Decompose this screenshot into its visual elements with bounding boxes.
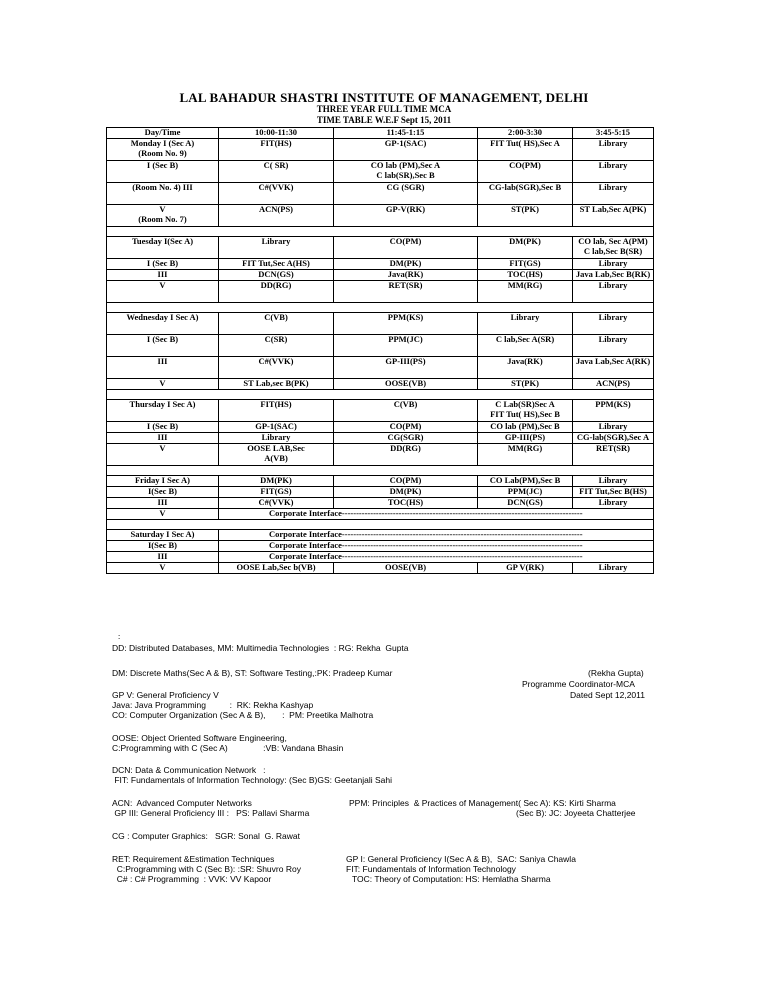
note-line: Programme Coordinator-MCA [522,679,635,689]
note-line: CG : Computer Graphics: SGR: Sonal G. Rawat [112,831,301,841]
day-cell: V [107,444,219,466]
note-line: GP V: General Proficiency V [112,690,219,700]
institute-title: LAL BAHADUR SHASTRI INSTITUTE OF MANAGEMENT, DELHI [179,90,589,105]
slot-cell: Library [573,563,654,574]
spacer-row [107,520,654,530]
slot-cell: ACN(PS) [219,205,334,227]
note-line: Dated Sept 12,2011 [570,690,645,700]
slot-cell: Library [573,422,654,433]
slot-cell: ST(PK) [478,379,573,390]
column-header: Day/Time [107,128,219,139]
spacer-row [107,303,654,313]
table-row [107,379,654,390]
slot-cell: C#(VVK) [219,183,334,205]
day-cell: Saturday I Sec A) [107,530,219,541]
note-line: ACN: Advanced Computer Networks [112,798,252,808]
slot-cell: Library [219,237,334,259]
day-cell: I (Sec B) [107,161,219,183]
slot-cell: FIT(GS) [478,259,573,270]
day-cell: III [107,433,219,444]
table-row [107,444,654,466]
table-row [107,530,654,541]
slot-cell: OOSE(VB) [334,563,478,574]
slot-cell: Library [573,183,654,205]
slot-cell: GP-V(RK) [334,205,478,227]
slot-cell: CG (SGR) [334,183,478,205]
spacer-cell [107,303,654,313]
note-line: GP III: General Proficiency III : PS: Pallavi Sharma [112,808,310,818]
day-cell: V [107,281,219,303]
header-row [107,128,654,139]
note-line: FIT: Fundamentals of Information Technology [346,864,516,874]
slot-cell: GP-III(PS) [334,357,478,379]
spacer-row [107,227,654,237]
slot-cell: FIT Tut,Sec A(HS) [219,259,334,270]
slot-cell: Java Lab,Sec B(RK) [573,270,654,281]
slot-cell: Library [573,335,654,357]
table-row [107,487,654,498]
slot-cell: CG-lab(SGR),Sec A [573,433,654,444]
slot-cell: Library [573,161,654,183]
slot-cell: DCN(GS) [219,270,334,281]
slot-cell: ST(PK) [478,205,573,227]
slot-cell: FIT Tut( HS),Sec A [478,139,573,161]
slot-cell: C#(VVK) [219,498,334,509]
stray-colon: : [118,632,121,641]
day-cell: Tuesday I(Sec A) [107,237,219,259]
table-row [107,422,654,433]
day-cell: I(Sec B) [107,541,219,552]
slot-cell: FIT(HS) [219,400,334,422]
table-row [107,139,654,161]
table-row [107,313,654,335]
timetable [106,127,654,574]
note-line: CO: Computer Organization (Sec A & B), : PM: Preetika Malhotra [112,710,374,720]
note-line: FIT: Fundamentals of Information Technology: (Sec B)GS: Geetanjali Sahi [112,775,393,785]
note-line: (Rekha Gupta) [588,668,644,678]
table-row [107,270,654,281]
day-cell: III [107,552,219,563]
slot-cell: CG(SGR) [334,433,478,444]
slot-cell: Library [573,139,654,161]
table-row [107,161,654,183]
day-cell: Friday I Sec A) [107,476,219,487]
slot-cell: PPM(KS) [334,313,478,335]
column-header: 10:00-11:30 [219,128,334,139]
day-cell: III [107,357,219,379]
slot-cell: OOSE LAB,Sec A(VB) [219,444,334,466]
table-row [107,400,654,422]
program-title: THREE YEAR FULL TIME MCA [316,104,452,114]
day-cell: V [107,379,219,390]
table-row [107,205,654,227]
table-row [107,259,654,270]
spacer-row [107,390,654,400]
table-row [107,183,654,205]
spacer-cell [107,520,654,530]
slot-cell: DM(PK) [478,237,573,259]
day-cell: III [107,270,219,281]
table-row [107,281,654,303]
slot-cell: RET(SR) [334,281,478,303]
table-row [107,552,654,563]
slot-cell: Library [219,433,334,444]
table-row [107,357,654,379]
slot-cell: C( SR) [219,161,334,183]
slot-cell: ACN(PS) [573,379,654,390]
slot-cell: Library [573,281,654,303]
note-line: Java: Java Programming : RK: Rekha Kashyap [112,700,314,710]
slot-cell: TOC(HS) [478,270,573,281]
table-row [107,433,654,444]
slot-cell: Java(RK) [334,270,478,281]
slot-cell: Library [573,476,654,487]
table-row [107,563,654,574]
slot-cell: C(SR) [219,335,334,357]
slot-cell: CO(PM) [334,476,478,487]
timetable-title: TIME TABLE W.E.F Sept 15, 2011 [316,115,452,125]
table-row [107,541,654,552]
day-cell: III [107,498,219,509]
day-cell: I (Sec B) [107,259,219,270]
slot-cell: CO(PM) [478,161,573,183]
slot-cell: GP V(RK) [478,563,573,574]
slot-cell: C(VB) [219,313,334,335]
day-cell: Thursday I Sec A) [107,400,219,422]
slot-cell: GP-1(SAC) [219,422,334,433]
day-cell: I(Sec B) [107,487,219,498]
slot-cell: FIT Tut,Sec B(HS) [573,487,654,498]
day-cell: V (Room No. 7) [107,205,219,227]
slot-cell: OOSE(VB) [334,379,478,390]
slot-cell: PPM(JC) [334,335,478,357]
slot-cell: DD(RG) [219,281,334,303]
timetable-body [107,128,654,574]
note-line: RET: Requirement &Estimation Techniques [112,854,275,864]
note-line: C:Programming with C (Sec A) :VB: Vandana Bhasin [112,743,344,753]
slot-cell: Corporate Interface------------------------------------------------------------------------------------- [219,552,654,563]
table-row [107,509,654,520]
slot-cell: CO(PM) [334,237,478,259]
note-line: PPM: Principles & Practices of Management( Sec A): KS: Kirti Sharma [349,798,616,808]
slot-cell: GP-III(PS) [478,433,573,444]
slot-cell: DCN(GS) [478,498,573,509]
slot-cell: CO lab (PM),Sec A C lab(SR),Sec B [334,161,478,183]
slot-cell: C Lab(SR)Sec A FIT Tut( HS),Sec B [478,400,573,422]
slot-cell: TOC(HS) [334,498,478,509]
slot-cell: Java Lab,Sec A(RK) [573,357,654,379]
slot-cell: DD(RG) [334,444,478,466]
note-line: OOSE: Object Oriented Software Engineering, [112,733,287,743]
slot-cell: Library [573,259,654,270]
day-cell: V [107,509,219,520]
column-header: 11:45-1:15 [334,128,478,139]
slot-cell: DM(PK) [334,259,478,270]
slot-cell: OOSE Lab,Sec b(VB) [219,563,334,574]
note-line: TOC: Theory of Computation: HS: Hemlatha Sharma [352,874,551,884]
slot-cell: PPM(KS) [573,400,654,422]
table-row [107,237,654,259]
spacer-cell [107,466,654,476]
spacer-row [107,466,654,476]
slot-cell: PPM(JC) [478,487,573,498]
slot-cell: Library [478,313,573,335]
spacer-cell [107,390,654,400]
note-line: DM: Discrete Maths(Sec A & B), ST: Software Testing,:PK: Pradeep Kumar [112,668,393,678]
slot-cell: CO Lab(PM),Sec B [478,476,573,487]
slot-cell: GP-1(SAC) [334,139,478,161]
note-line: (Sec B): JC: Joyeeta Chatterjee [516,808,636,818]
table-row [107,498,654,509]
table-row [107,335,654,357]
slot-cell: MM(RG) [478,444,573,466]
table-row [107,476,654,487]
slot-cell: DM(PK) [334,487,478,498]
slot-cell: C#(VVK) [219,357,334,379]
slot-cell: FIT(HS) [219,139,334,161]
note-line: DD: Distributed Databases, MM: Multimedia Technologies : RG: Rekha Gupta [112,643,409,653]
spacer-cell [107,227,654,237]
slot-cell: Library [573,313,654,335]
column-header: 2:00-3:30 [478,128,573,139]
column-header: 3:45-5:15 [573,128,654,139]
note-line: GP I: General Proficiency I(Sec A & B), SAC: Saniya Chawla [346,854,576,864]
slot-cell: Corporate Interface------------------------------------------------------------------------------------- [219,509,654,520]
slot-cell: RET(SR) [573,444,654,466]
slot-cell: CO lab (PM),Sec B [478,422,573,433]
slot-cell: Corporate Interface------------------------------------------------------------------------------------- [219,530,654,541]
slot-cell: Library [573,498,654,509]
slot-cell: MM(RG) [478,281,573,303]
slot-cell: DM(PK) [219,476,334,487]
slot-cell: C(VB) [334,400,478,422]
day-cell: I (Sec B) [107,422,219,433]
slot-cell: Corporate Interface------------------------------------------------------------------------------------- [219,541,654,552]
slot-cell: FIT(GS) [219,487,334,498]
slot-cell: C lab,Sec A(SR) [478,335,573,357]
day-cell: Wednesday I Sec A) [107,313,219,335]
day-cell: (Room No. 4) III [107,183,219,205]
slot-cell: ST Lab,sec B(PK) [219,379,334,390]
note-line: C:Programming with C (Sec B): :SR: Shuvro Roy [112,864,301,874]
note-line: DCN: Data & Communication Network : [112,765,266,775]
slot-cell: Java(RK) [478,357,573,379]
slot-cell: ST Lab,Sec A(PK) [573,205,654,227]
note-line: C# : C# Programming : VVK: VV Kapoor [112,874,272,884]
slot-cell: CO(PM) [334,422,478,433]
slot-cell: CO lab, Sec A(PM) C lab,Sec B(SR) [573,237,654,259]
day-cell: Monday I (Sec A) (Room No. 9) [107,139,219,161]
day-cell: I (Sec B) [107,335,219,357]
slot-cell: CG-lab(SGR),Sec B [478,183,573,205]
day-cell: V [107,563,219,574]
